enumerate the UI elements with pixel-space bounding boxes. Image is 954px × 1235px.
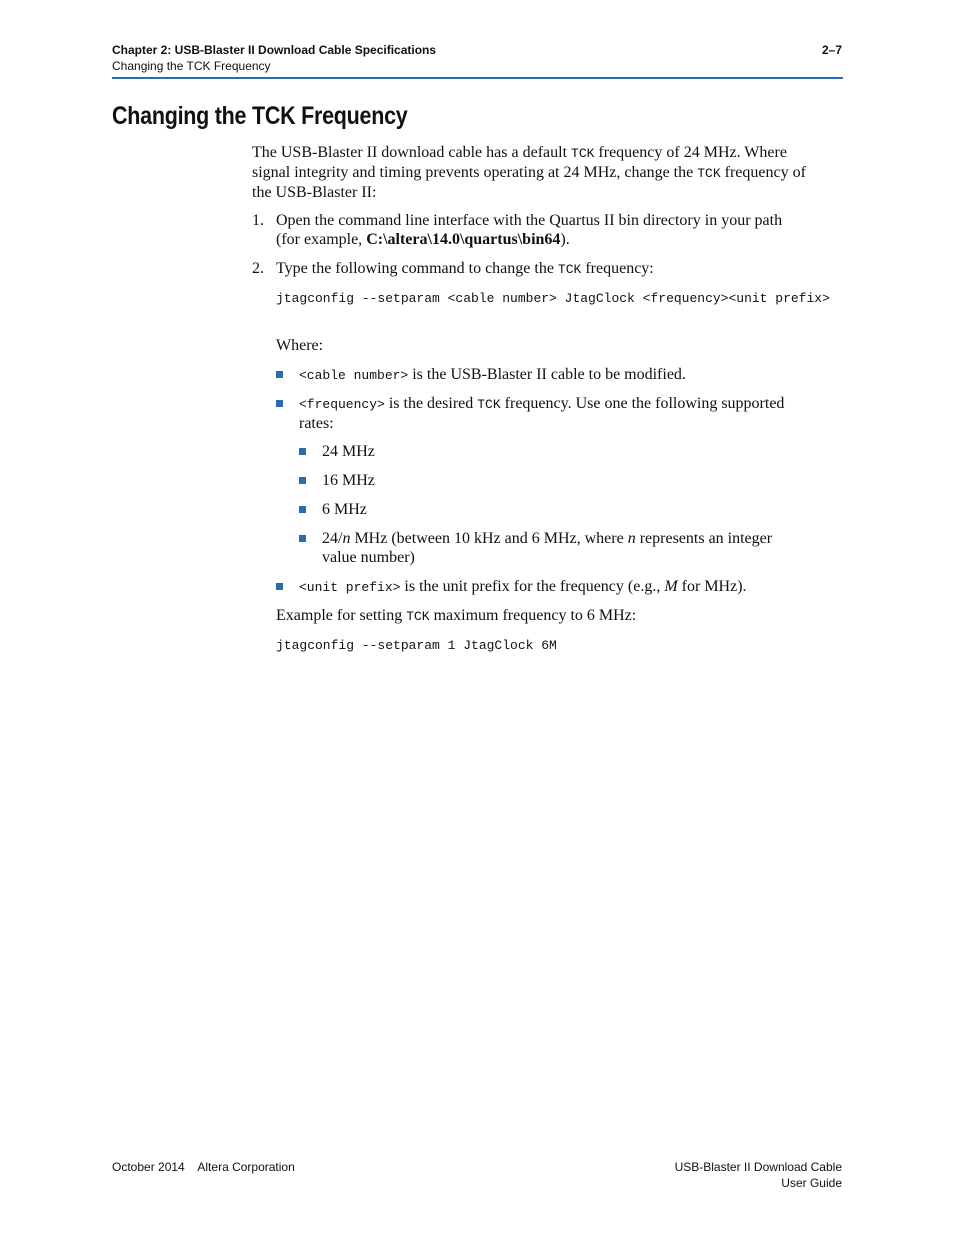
example-path: C:\altera\14.0\quartus\bin64	[366, 231, 561, 248]
step-number: 2.	[252, 260, 264, 277]
running-header-chapter: Chapter 2: USB-Blaster II Download Cable Specifications	[112, 43, 437, 57]
where-label: Where:	[276, 337, 324, 354]
tck-code: TCK	[406, 609, 430, 624]
square-bullet-icon	[276, 371, 283, 378]
square-bullet-icon	[276, 583, 283, 590]
tck-code: TCK	[557, 262, 582, 277]
page-number: 2–7	[821, 43, 842, 57]
command-setparam-generic: jtagconfig --setparam <cable number> JtagClock <frequency><unit prefix>	[276, 291, 830, 306]
intro-line-3: the USB-Blaster II:	[252, 184, 377, 201]
intro-paragraph	[252, 143, 847, 202]
intro-line-1: The USB-Blaster II download cable has a default TCK frequency of 24 MHz. Where	[252, 144, 787, 161]
footer-doc-title: USB-Blaster II Download Cable	[674, 1160, 842, 1174]
example-paragraph: Example for setting TCK maximum frequency to 6 MHz:	[276, 607, 637, 624]
footer-doc-type: User Guide	[781, 1176, 842, 1190]
running-header-section: Changing the TCK Frequency	[112, 59, 271, 73]
command-setparam-example: jtagconfig --setparam 1 JtagClock 6M	[276, 638, 557, 653]
intro-line-2: signal integrity and timing prevents operating at 24 MHz, change the TCK frequency of	[252, 164, 806, 181]
header-rule	[112, 77, 843, 79]
step-number: 1.	[252, 212, 264, 229]
square-bullet-icon	[276, 400, 283, 407]
tck-code: TCK	[571, 146, 595, 161]
page-title: Changing the TCK Frequency	[112, 102, 408, 130]
square-bullet-icon	[299, 535, 306, 542]
square-bullet-icon	[299, 477, 306, 484]
footer-date-company: October 2014 Altera Corporation	[112, 1160, 295, 1174]
square-bullet-icon	[299, 448, 306, 455]
step-text: Open the command line interface with the Quartus II bin directory in your path (for example, C:\altera\14.0\quartus\bin64).	[276, 212, 783, 248]
step-text: Type the following command to change the TCK frequency:	[276, 260, 654, 277]
tck-code: TCK	[477, 397, 501, 412]
tck-code: TCK	[697, 166, 721, 181]
square-bullet-icon	[299, 506, 306, 513]
